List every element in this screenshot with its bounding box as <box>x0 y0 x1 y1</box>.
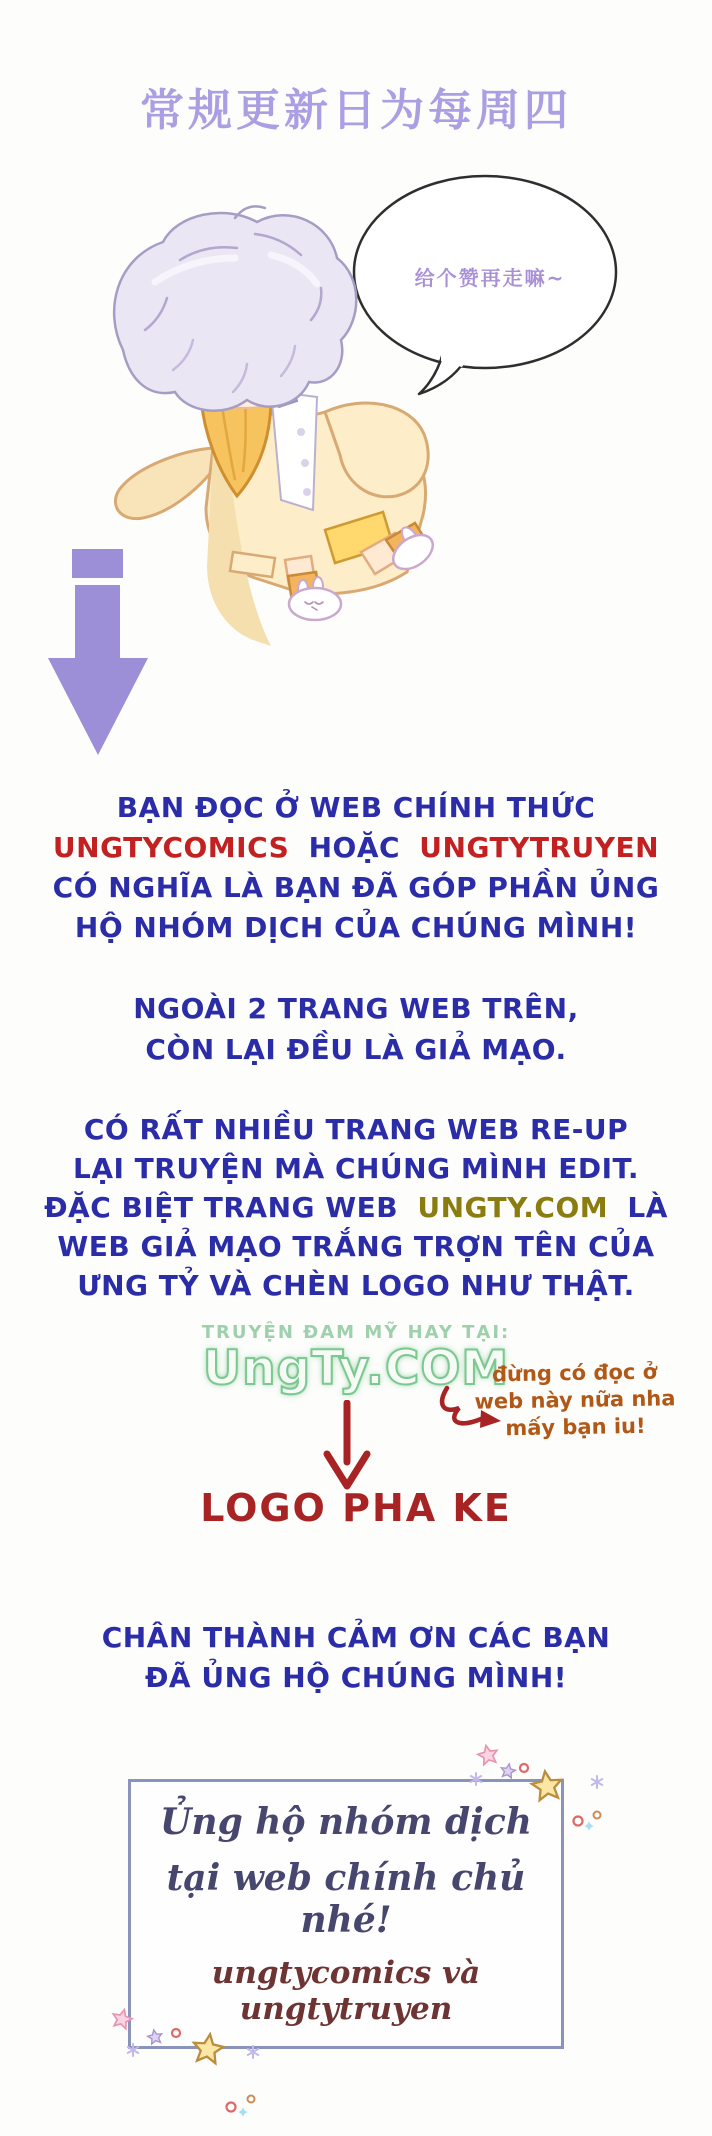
text-line: ĐÃ ỦNG HỘ CHÚNG MÌNH! <box>144 1661 568 1694</box>
text-line: CÓ NGHĨA LÀ BẠN ĐÃ GÓP PHẦN ỦNG <box>52 871 660 904</box>
fake-logo-text: UngTy.COM <box>202 1341 510 1396</box>
star-decoration-top-right <box>455 1738 625 1838</box>
dot-icon <box>227 2103 236 2112</box>
text-line <box>0 828 712 868</box>
dot-icon <box>574 1817 583 1826</box>
text-segment: ĐẶC BIỆT TRANG WEB <box>44 1191 399 1224</box>
sparkle-icon <box>471 1773 481 1785</box>
speech-text: 给个赞再走嘛~ <box>414 266 566 290</box>
chibi-body <box>115 383 439 646</box>
official-site-1: UNGTYCOMICS <box>52 831 290 864</box>
text-line: HỘ NHÓM DỊCH CỦA CHÚNG MÌNH! <box>74 911 638 944</box>
star-icon <box>192 2032 225 2064</box>
sparkle-icon <box>128 2044 138 2056</box>
text-line: BẠN ĐỌC Ở WEB CHÍNH THỨC <box>116 791 596 824</box>
sparkle-icon <box>248 2046 258 2058</box>
side-note <box>467 1358 682 1443</box>
support-sites-line: ungtycomics và ungtytruyen <box>211 1955 481 2027</box>
text-line: NGOÀI 2 TRANG WEB TRÊN, <box>133 992 579 1025</box>
dot-icon <box>248 2096 255 2103</box>
support-line: Ủng hộ nhóm dịch <box>160 1801 532 1843</box>
reup-paragraph <box>0 1110 712 1305</box>
dot-icon <box>594 1812 601 1819</box>
text-line: CHÂN THÀNH CẢM ƠN CÁC BẠN <box>101 1621 611 1654</box>
text-line: ƯNG TỶ VÀ CHÈN LOGO NHƯ THẬT. <box>77 1269 635 1302</box>
text-line: CÒN LẠI ĐỀU LÀ GIẢ MẠO. <box>145 1033 567 1066</box>
star-icon <box>147 2029 163 2045</box>
dot-icon <box>520 1764 528 1772</box>
fake-site-name: UNGTY.COM <box>417 1191 609 1224</box>
sparkle-icon <box>238 2107 248 2117</box>
support-line: tại web chính chủ nhé! <box>166 1857 526 1941</box>
chibi-hair <box>114 206 356 410</box>
text-line: mấy bạn iu! <box>505 1413 646 1441</box>
star-icon <box>111 2007 134 2029</box>
official-site-2: UNGTYTRUYEN <box>419 831 660 864</box>
fake-logo-caption: LOGO PHA KE <box>200 1486 512 1530</box>
fake-logo-tagline: TRUYỆN ĐAM MỸ HAY TẠI: <box>201 1322 511 1343</box>
conjunction: HOẶC <box>308 831 401 864</box>
red-down-arrow-icon <box>315 1400 385 1495</box>
star-icon <box>530 1769 563 1801</box>
text-line: web này nữa nha <box>474 1386 676 1414</box>
intro-paragraph <box>0 788 712 948</box>
dot-icon <box>172 2029 180 2037</box>
page-title: 常规更新日为每周四 <box>140 85 572 136</box>
text-segment: LÀ <box>627 1191 668 1224</box>
sparkle-icon <box>592 1776 602 1788</box>
text-line: LẠI TRUYỆN MÀ CHÚNG MÌNH EDIT. <box>73 1152 639 1185</box>
star-icon <box>477 1744 500 1766</box>
star-icon <box>500 1763 516 1779</box>
star-decoration-bottom-left <box>95 2000 285 2125</box>
purple-down-arrow-icon <box>40 545 160 760</box>
sparkle-icon <box>584 1821 594 1831</box>
warning-paragraph <box>0 988 712 1070</box>
text-line: CÓ RẤT NHIỀU TRANG WEB RE-UP <box>83 1113 629 1146</box>
text-line: đừng có đọc ở <box>491 1359 658 1387</box>
text-line: WEB GIẢ MẠO TRẮNG TRỢN TÊN CỦA <box>57 1230 655 1263</box>
text-line <box>0 1188 712 1227</box>
thanks-paragraph <box>0 1618 712 1698</box>
